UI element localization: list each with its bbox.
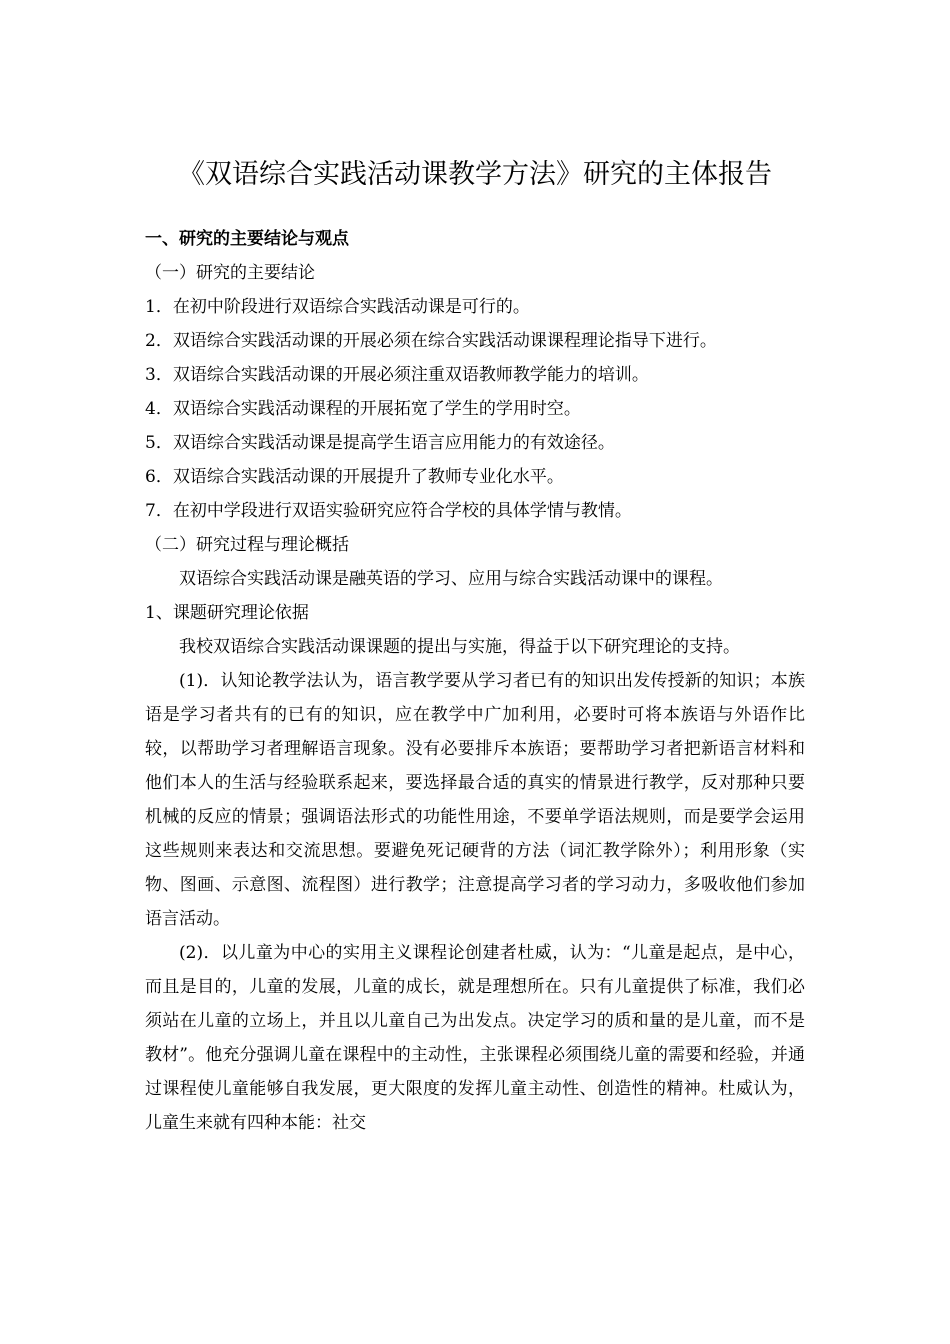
body-paragraph: (1)．认知论教学法认为，语言教学要从学习者已有的知识出发传授新的知识；本族语是学习者共有的已有的知识，应在教学中广加利用，必要时可将本族语与外语作比较，以帮助学习者理解语言现象。没有必要排斥本族语；要帮助学习者把新语言材料和他们本人的生活与经验联系起来，要选择最合适的真实的情景进行教学，反对那种只要机械的反应的情景；强调语法形式的功能性用途，不要单学语法规则，而是要学会运用这些规则来表达和交流思想。要避免死记硬背的方法（词汇教学除外）；利用形象（实物、图画、示意图、流程图）进行教学；注意提高学习者的学习动力，多吸收他们参加语言活动。: [145, 671, 805, 929]
conclusion-item: 1．在初中阶段进行双语综合实践活动课是可行的。: [145, 297, 530, 317]
conclusion-item: 6．双语综合实践活动课的开展提升了教师专业化水平。: [145, 467, 564, 487]
body-paragraph: (2)．以儿童为中心的实用主义课程论创建者杜威，认为：“儿童是起点，是中心，而且是目的，儿童的发展，儿童的成长，就是理想所在。只有儿童提供了标准，我们必须站在儿童的立场上，并且以儿童自己为出发点。决定学习的质和量的是儿童，而不是教材”。他充分强调儿童在课程中的主动性，主张课程必须围绕儿童的需要和经验，并通过课程使儿童能够自我发展，更大限度的发挥儿童主动性、创造性的精神。杜威认为，儿童生来就有四种本能：社交: [145, 943, 805, 1133]
document-body: [145, 222, 805, 1140]
theory-heading: 1、课题研究理论依据: [145, 603, 309, 623]
theory-intro: 我校双语综合实践活动课课题的提出与实施，得益于以下研究理论的支持。: [179, 637, 740, 657]
intro-sentence: 双语综合实践活动课是融英语的学习、应用与综合实践活动课中的课程。: [179, 569, 723, 589]
document-title: 《双语综合实践活动课教学方法》研究的主体报告: [178, 159, 772, 190]
conclusion-item: 3．双语综合实践活动课的开展必须注重双语教师教学能力的培训。: [145, 365, 649, 385]
conclusion-item: 5．双语综合实践活动课是提高学生语言应用能力的有效途径。: [145, 433, 615, 453]
subsection-heading: （一）研究的主要结论: [145, 263, 315, 283]
conclusion-item: 2．双语综合实践活动课的开展必须在综合实践活动课课程理论指导下进行。: [145, 331, 717, 351]
subsection-heading: （二）研究过程与理论概括: [145, 535, 349, 555]
conclusion-item: 4．双语综合实践活动课程的开展拓宽了学生的学用时空。: [145, 399, 581, 419]
section-heading: 一、研究的主要结论与观点: [145, 229, 349, 249]
conclusion-item: 7．在初中学段进行双语实验研究应符合学校的具体学情与教情。: [145, 501, 632, 521]
